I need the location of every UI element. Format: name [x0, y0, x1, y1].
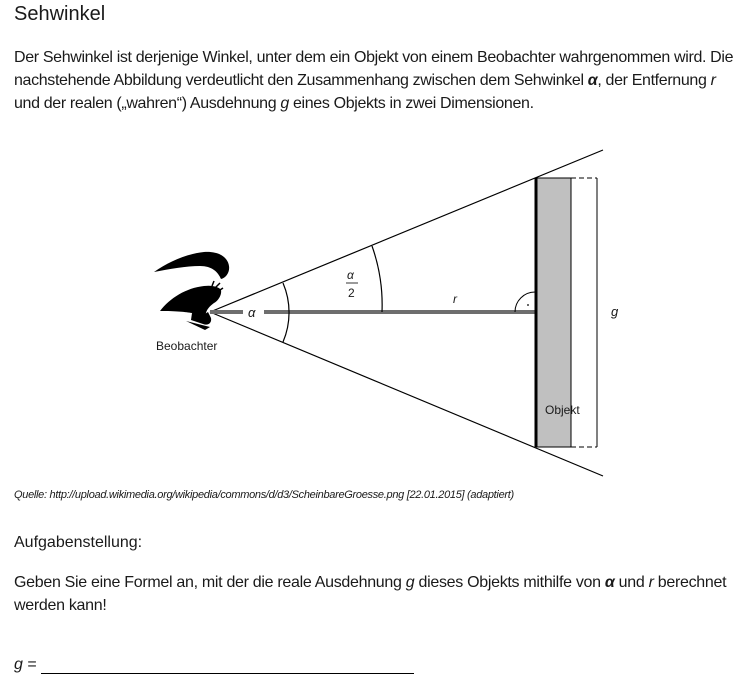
task-paragraph: [14, 571, 742, 617]
distance-label: r: [453, 292, 457, 306]
task-text-2: dieses Objekts mithilfe von: [414, 574, 605, 591]
alpha-symbol: α: [587, 72, 598, 89]
right-angle-arc: [515, 292, 535, 312]
answer-variable: g: [14, 656, 23, 673]
half-alpha-arc: [372, 246, 382, 312]
intro-text-3: und der realen („wahren“) Ausdehnung: [14, 95, 281, 112]
g-symbol: g: [405, 574, 415, 591]
half-alpha-denominator: 2: [348, 286, 355, 300]
observer-label: Beobachter: [156, 339, 218, 353]
eye-icon: [154, 252, 229, 330]
answer-input[interactable]: [41, 657, 414, 674]
right-angle-dot: [527, 304, 529, 306]
g-symbol: g: [280, 95, 289, 112]
alpha-label: α: [248, 305, 256, 320]
size-label: g: [611, 304, 619, 319]
source-citation: Quelle: http://upload.wikimedia.org/wikipedia/commons/d/d3/ScheinbareGroesse.png [22.01.2015] (adaptiert): [14, 489, 514, 501]
task-text-3: und: [614, 574, 649, 591]
page-title: Sehwinkel: [14, 3, 106, 25]
intro-text-2: , der Entfernung: [597, 72, 711, 89]
task-text-4: berechnet werden kann!: [14, 574, 727, 614]
r-symbol: r: [710, 72, 716, 89]
task-heading: Aufgabenstellung:: [14, 534, 143, 551]
alpha-symbol: α: [604, 574, 615, 591]
intro-text-4: eines Objekts in zwei Dimensionen.: [288, 95, 534, 112]
answer-equals: =: [22, 656, 37, 673]
task-text-1: Geben Sie eine Formel an, mit der die reale Ausdehnung: [14, 574, 406, 591]
intro-text-1: Der Sehwinkel ist derjenige Winkel, unter dem ein Objekt von einem Beobachter wahrgenommen wird. Die nachstehende Abbildung verdeutlicht den Zusammenhang zwischen dem Sehwinkel: [14, 49, 734, 89]
object-label: Objekt: [545, 403, 580, 417]
half-alpha-numerator: α: [347, 268, 354, 282]
r-symbol: r: [648, 574, 654, 591]
answer-line: [14, 656, 414, 674]
